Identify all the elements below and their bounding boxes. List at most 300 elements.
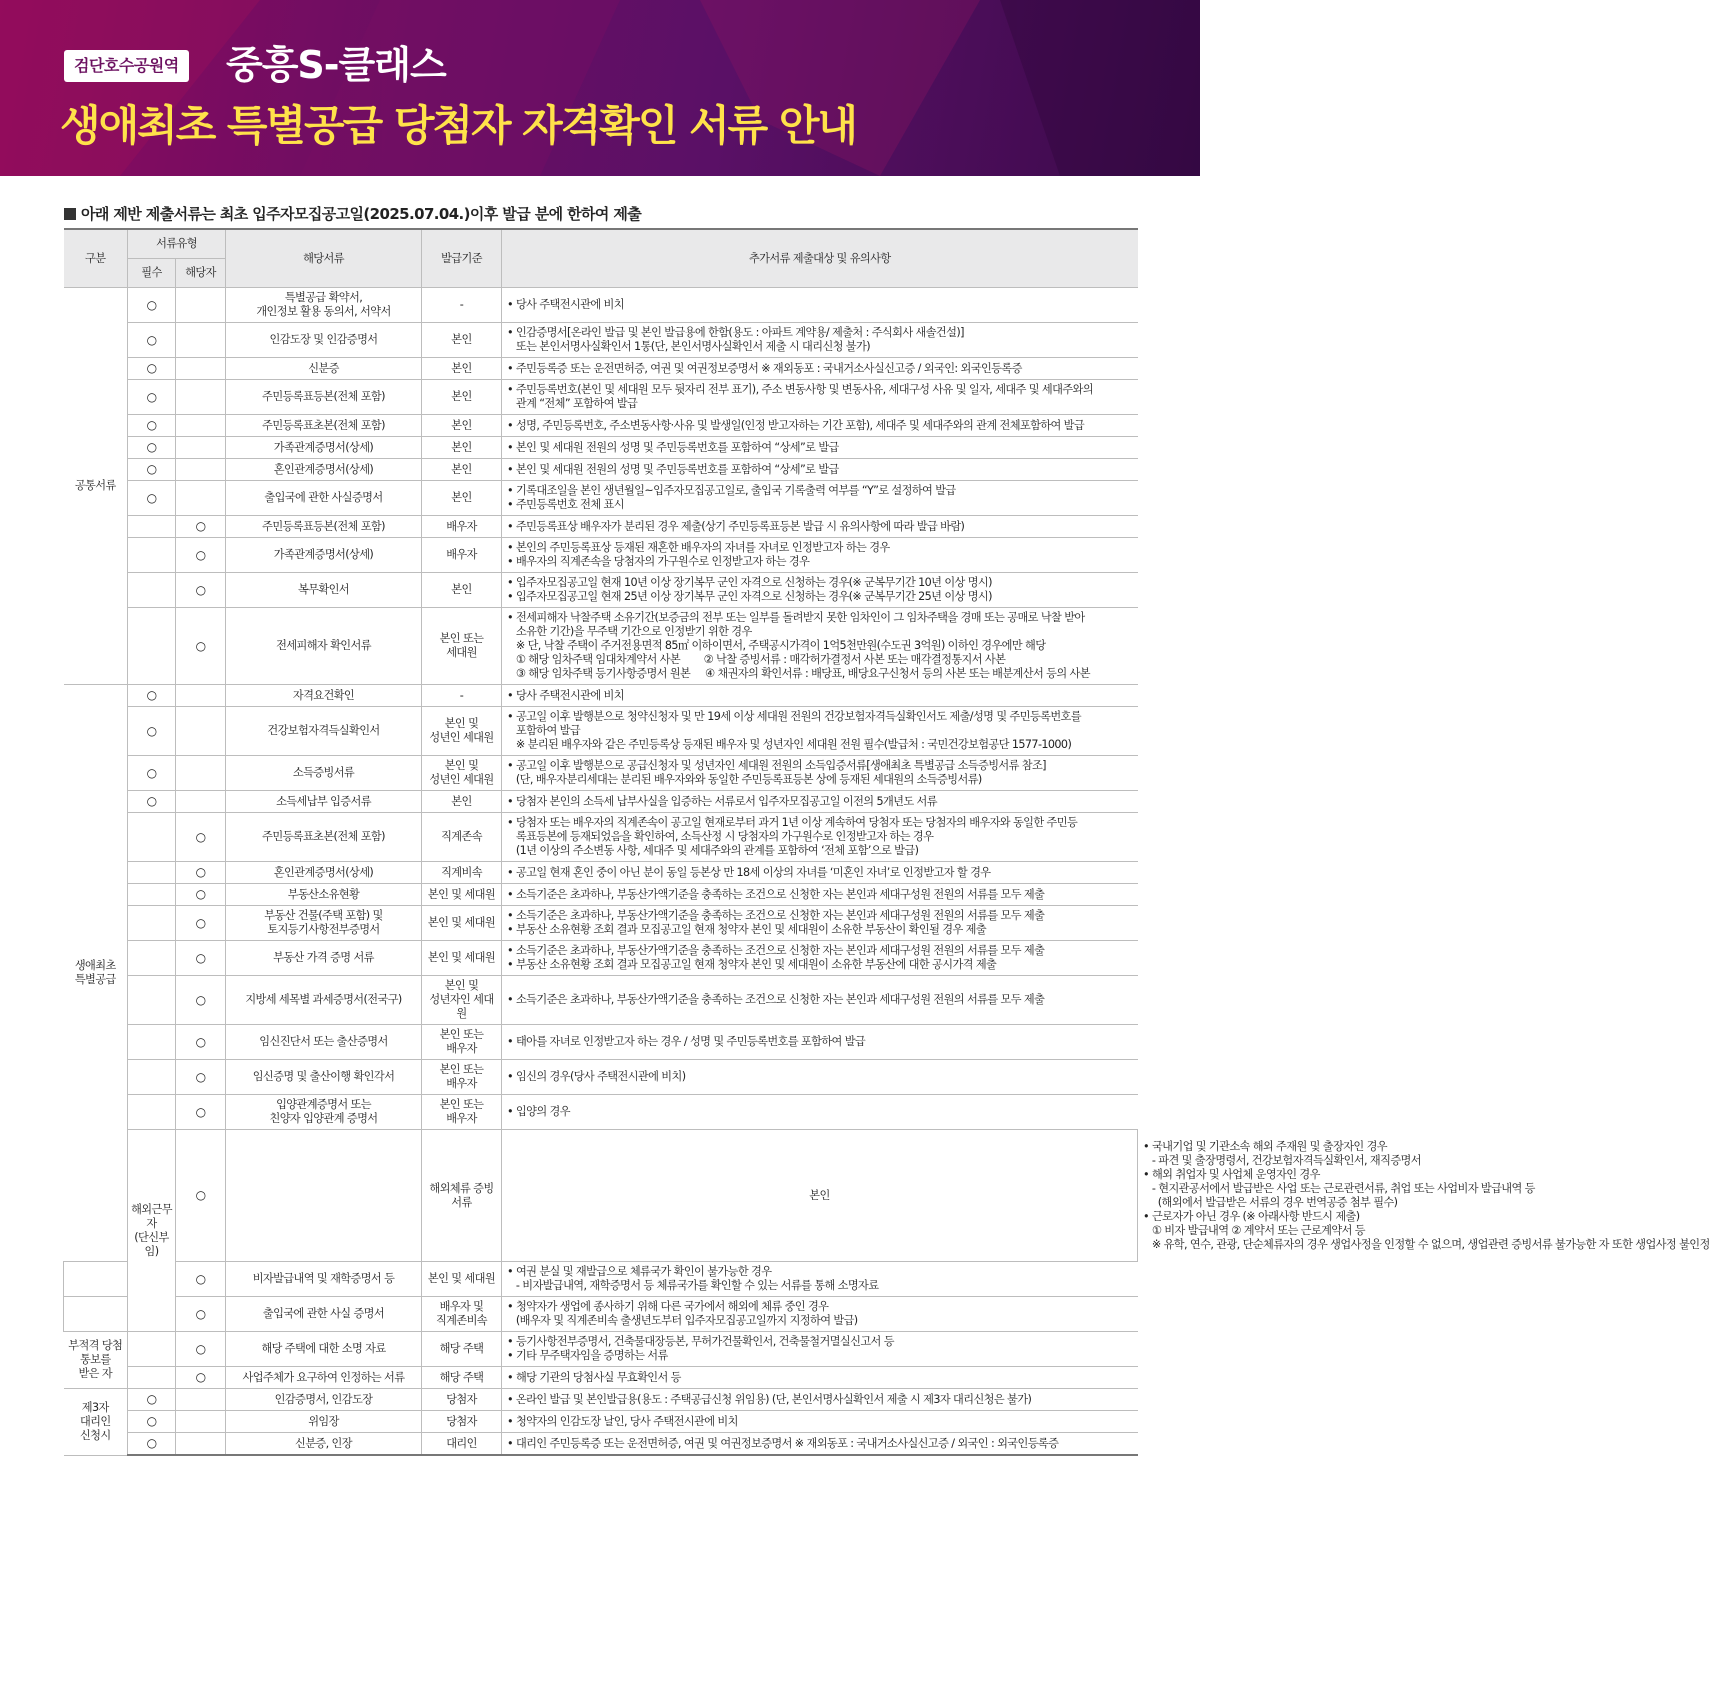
- header-doc-type: 서류유형: [128, 229, 226, 259]
- document-name: 가족관계증명서(상세): [273, 440, 374, 454]
- table-row: [64, 573, 1138, 608]
- required-cell: [128, 323, 176, 358]
- document-cell: [226, 906, 422, 941]
- applicable-cell: [176, 415, 226, 437]
- circle-mark-icon: ○: [146, 1414, 157, 1428]
- note-line: • 주민등록번호(본인 및 세대원 모두 뒷자리 전부 표기), 주소 변동사항 및 변동사유, 세대구성 사유 및 일자, 세대주 및 세대주와의: [507, 383, 1093, 396]
- circle-mark-icon: ○: [195, 519, 206, 533]
- applicable-cell: [176, 323, 226, 358]
- note-line: ※ 분리된 배우자와 같은 주민등록상 등재된 배우자 및 성년자인 세대원 전원 필수(발급처 : 국민건강보험공단 1577-1000): [507, 738, 1072, 751]
- circle-mark-icon: ○: [146, 440, 157, 454]
- issue-basis-cell: [422, 538, 502, 573]
- category-label: 생애최초: [74, 959, 116, 972]
- notes-cell: [502, 481, 1138, 516]
- issue-basis-cell: [422, 1297, 502, 1332]
- category-cell: [128, 1130, 176, 1332]
- document-cell: [226, 884, 422, 906]
- document-name: 신분증, 인장: [295, 1436, 352, 1450]
- document-name: 개인정보 활용 동의서, 서약서: [256, 305, 391, 318]
- note-line: • 청약자가 생업에 종사하기 위해 다른 국가에서 해외에 체류 중인 경우: [507, 1300, 829, 1313]
- note-line: • 임신의 경우(당사 주택전시관에 비치): [507, 1070, 686, 1083]
- category-label: 공통서류: [74, 479, 116, 492]
- header-category: 구분: [64, 229, 128, 288]
- table-row: [64, 976, 1138, 1025]
- note-line: • 등기사항전부증명서, 건축물대장등본, 무허가건물확인서, 건축물철거멸실신고서 등: [507, 1335, 894, 1348]
- circle-mark-icon: ○: [195, 865, 206, 879]
- required-cell: [128, 288, 176, 323]
- issue-basis: 본인: [451, 794, 472, 808]
- issue-basis-cell: [422, 976, 502, 1025]
- circle-mark-icon: ○: [195, 1370, 206, 1384]
- documents-table: [63, 228, 1710, 1456]
- notes-cell: [502, 941, 1138, 976]
- table-header-row: [64, 229, 1138, 259]
- issue-basis: 본인: [451, 390, 472, 403]
- document-name: 출입국에 관한 사실증명서: [264, 491, 383, 504]
- document-name: 임신증명 및 출산이행 확인각서: [252, 1070, 395, 1083]
- issue-basis-cell: [422, 791, 502, 813]
- header-notes: 추가서류 제출대상 및 유의사항: [502, 229, 1138, 288]
- applicable-cell: [176, 1332, 226, 1367]
- category-label: 해외근무자: [131, 1202, 172, 1230]
- notes-cell: [502, 288, 1138, 323]
- circle-mark-icon: ○: [146, 462, 157, 476]
- issue-basis: 당첨자: [446, 1392, 477, 1406]
- note-line: • 입주자모집공고일 현재 25년 이상 장기복무 군인 자격으로 신청하는 경우(※ 군복무기간 25년 이상 명시): [507, 590, 992, 603]
- issue-basis-cell: [422, 813, 502, 862]
- notes-cell: [502, 813, 1138, 862]
- table-row: [64, 481, 1138, 516]
- circle-mark-icon: ○: [195, 547, 206, 562]
- applicable-cell: [176, 1025, 226, 1060]
- document-name: 건강보험자격득실확인서: [267, 724, 380, 737]
- issue-basis-cell: [422, 941, 502, 976]
- document-cell: [226, 756, 422, 791]
- issue-basis: 본인: [451, 361, 472, 375]
- note-line: • 당첨자 또는 배우자의 직계존속이 공고일 현재로부터 과거 1년 이상 계속하여 당첨자 또는 당첨자의 배우자와 동일한 주민등: [507, 816, 1078, 829]
- circle-mark-icon: ○: [195, 992, 206, 1007]
- notes-cell: [502, 707, 1138, 756]
- required-cell: [128, 884, 176, 906]
- document-cell: [226, 1367, 422, 1389]
- document-name: 입양관계증명서 또는: [276, 1098, 371, 1111]
- square-bullet-icon: [64, 208, 76, 220]
- notes-cell: [502, 380, 1138, 415]
- document-cell: [226, 516, 422, 538]
- brand-name: 중흥S-클래스: [226, 43, 446, 87]
- table-row: [64, 358, 1138, 380]
- document-cell: [226, 1025, 422, 1060]
- issue-basis: 본인 및 세대원: [427, 916, 496, 929]
- circle-mark-icon: ○: [195, 887, 206, 901]
- table-row: [64, 1025, 1138, 1060]
- document-cell: [226, 1389, 422, 1411]
- notes-cell: [502, 437, 1138, 459]
- note-line: • 전세피해자 낙찰주택 소유기간(보증금의 전부 또는 일부를 돌려받지 못한 임차인이 그 임차주택을 경매 또는 공매로 낙찰 받아: [507, 611, 1085, 624]
- notes-cell: [502, 608, 1138, 685]
- notes-cell: [502, 1433, 1138, 1456]
- note-line: • 성명, 주민등록번호, 주소변동사항·사유 및 발생일(인정 받고자하는 기간 포함), 세대주 및 세대주와의 관계 전체포함하여 발급: [507, 418, 1085, 432]
- required-cell: [128, 1332, 176, 1367]
- document-cell: [226, 1095, 422, 1130]
- applicable-cell: [176, 1060, 226, 1095]
- document-cell: [226, 288, 422, 323]
- notes-cell: [502, 323, 1138, 358]
- issue-basis: 본인: [451, 491, 472, 504]
- circle-mark-icon: ○: [195, 829, 206, 844]
- applicable-cell: [176, 437, 226, 459]
- required-cell: [128, 906, 176, 941]
- document-cell: [226, 813, 422, 862]
- applicable-cell: [176, 1389, 226, 1411]
- required-cell: [128, 862, 176, 884]
- document-cell: [226, 685, 422, 707]
- notes-cell: [502, 791, 1138, 813]
- notes-cell: [502, 1411, 1138, 1433]
- header-document: 해당서류: [226, 229, 422, 288]
- header-issue-basis: 발급기준: [422, 229, 502, 288]
- circle-mark-icon: ○: [195, 1034, 206, 1049]
- location-badge: 검단호수공원역: [64, 50, 189, 82]
- notes-cell: [502, 415, 1138, 437]
- applicable-cell: [176, 516, 226, 538]
- issue-basis: 본인: [451, 418, 472, 432]
- table-row: [64, 862, 1138, 884]
- table-row: [64, 813, 1138, 862]
- notes-cell: [502, 358, 1138, 380]
- circle-mark-icon: ○: [146, 688, 157, 702]
- note-line: • 대리인 주민등록증 또는 운전면허증, 여권 및 여권정보증명서 ※ 재외동포 : 국내거소사실신고증 / 외국인 : 외국인등록증: [507, 1436, 1059, 1450]
- issue-basis-cell: [422, 906, 502, 941]
- notes-cell: [502, 516, 1138, 538]
- document-name: 가족관계증명서(상세): [273, 548, 374, 561]
- notes-cell: [502, 1297, 1138, 1332]
- document-name: 복무확인서: [297, 583, 350, 596]
- table-row: [64, 756, 1138, 791]
- notes-cell: [502, 756, 1138, 791]
- circle-mark-icon: ○: [146, 1436, 157, 1450]
- document-cell: [226, 862, 422, 884]
- issue-basis-cell: [502, 1130, 1138, 1262]
- notes-cell: [502, 976, 1138, 1025]
- document-cell: [226, 358, 422, 380]
- note-line: 록표등본에 등재되었음을 확인하여, 소득산정 시 당첨자의 가구원수로 인정받고자 하는 경우: [507, 830, 934, 843]
- applicable-cell: [176, 707, 226, 756]
- required-cell: [128, 685, 176, 707]
- document-cell: [226, 1262, 422, 1297]
- issue-basis: 배우자: [446, 519, 477, 533]
- category-cell: [64, 1332, 128, 1389]
- document-cell: [422, 1130, 502, 1262]
- note-line: • 여권 분실 및 재발급으로 체류국가 확인이 불가능한 경우: [507, 1265, 772, 1278]
- issue-basis: 본인: [451, 440, 472, 454]
- issue-basis: 본인: [451, 462, 472, 476]
- category-label: 특별공급: [74, 973, 116, 986]
- applicable-cell: [176, 481, 226, 516]
- circle-mark-icon: ○: [195, 1341, 206, 1356]
- applicable-cell: [176, 685, 226, 707]
- issue-basis-cell: [422, 1389, 502, 1411]
- applicable-cell: [176, 380, 226, 415]
- category-cell: [64, 288, 128, 685]
- note-line: 관계 “전체” 포함하여 발급: [507, 397, 638, 410]
- circle-mark-icon: ○: [195, 582, 206, 597]
- document-name: 비자발급내역 및 재학증명서 등: [252, 1272, 395, 1285]
- required-cell: [128, 976, 176, 1025]
- issue-basis: 본인 또는: [439, 1098, 484, 1111]
- required-cell: [128, 791, 176, 813]
- required-cell: [128, 1367, 176, 1389]
- circle-mark-icon: ○: [195, 1271, 206, 1286]
- issue-basis: 배우자 및: [439, 1300, 484, 1313]
- issue-basis: -: [459, 298, 464, 311]
- notes-cell: [502, 1389, 1138, 1411]
- circle-mark-icon: ○: [146, 361, 157, 375]
- required-cell: [128, 608, 176, 685]
- document-cell: [226, 976, 422, 1025]
- issue-basis-cell: [422, 437, 502, 459]
- required-cell: [128, 358, 176, 380]
- document-name: 위임장: [308, 1414, 339, 1428]
- circle-mark-icon: ○: [146, 765, 157, 780]
- category-label: 대리인: [79, 1414, 111, 1428]
- note-line: • 해당 기관의 당첨사실 무효확인서 등: [507, 1370, 681, 1384]
- note-line: - 비자발급내역, 재학증명서 등 체류국가를 확인할 수 있는 서류를 통해 소명자료: [507, 1279, 879, 1292]
- required-cell: [128, 1025, 176, 1060]
- applicable-cell: [176, 573, 226, 608]
- document-cell: [226, 415, 422, 437]
- notes-cell: [502, 884, 1138, 906]
- note-line: ③ 해당 임차주택 등기사항증명서 원본 ④ 채권자의 확인서류 : 배당표, 배당요구신청서 등의 사본 또는 배분계산서 등의 사본: [507, 667, 1090, 680]
- issue-basis: 본인 및 세대원: [427, 1272, 496, 1285]
- table-row: [64, 538, 1138, 573]
- applicable-cell: [176, 288, 226, 323]
- document-cell: [226, 1060, 422, 1095]
- note-line: • 주민등록번호 전체 표시: [507, 498, 624, 511]
- circle-mark-icon: ○: [146, 297, 157, 312]
- note-line: • 태아를 자녀로 인정받고자 하는 경우 / 성명 및 주민등록번호를 포함하여 발급: [507, 1035, 866, 1048]
- document-name: 주민등록표등본(전체 포함): [262, 390, 385, 403]
- required-cell: [128, 1433, 176, 1456]
- applicable-cell: [176, 538, 226, 573]
- table-row: [64, 1433, 1138, 1456]
- issue-basis-cell: [422, 288, 502, 323]
- issue-basis-cell: [422, 481, 502, 516]
- issue-basis-cell: [422, 756, 502, 791]
- applicable-cell: [176, 791, 226, 813]
- document-name: 신분증: [308, 361, 339, 375]
- notes-cell: [502, 1332, 1138, 1367]
- table-row: [64, 459, 1138, 481]
- issue-basis: 배우자: [446, 1077, 477, 1090]
- issue-basis: 해당 주택: [439, 1342, 484, 1355]
- table-row: [64, 1332, 1138, 1367]
- note-line: 포함하여 발급: [507, 724, 581, 737]
- issue-basis: 본인 및: [444, 717, 479, 730]
- document-cell: [226, 1332, 422, 1367]
- issue-basis-cell: [422, 1095, 502, 1130]
- required-cell: [64, 1262, 128, 1297]
- document-cell: [226, 481, 422, 516]
- document-name: 지방세 세목별 과세증명서(전국구): [245, 993, 402, 1006]
- issue-basis-cell: [422, 862, 502, 884]
- document-cell: [226, 707, 422, 756]
- note-line: • 부동산 소유현황 조회 결과 모집공고일 현재 청약자 본인 및 세대원이 소유한 부동산이 확인될 경우 제출: [507, 923, 987, 936]
- note-line: (배우자 및 직계존비속 출생년도부터 입주자모집공고일까지 지정하여 발급): [507, 1314, 858, 1327]
- issue-basis: 본인 및: [444, 759, 479, 772]
- note-line: • 부동산 소유현황 조회 결과 모집공고일 현재 청약자 본인 및 세대원이 소유한 부동산에 대한 공시가격 제출: [507, 958, 997, 971]
- notes-cell: [502, 538, 1138, 573]
- issue-basis: 직계비속: [441, 865, 482, 879]
- applicable-cell: [176, 358, 226, 380]
- table-row: [64, 323, 1138, 358]
- notes-cell: [502, 685, 1138, 707]
- document-name: 부동산소유현황: [287, 887, 360, 901]
- document-name: 해외체류 증빙서류: [429, 1181, 494, 1209]
- note-line: 또는 본인서명사실확인서 1통(단, 본인서명사실확인서 제출 시 대리신청 불가): [507, 340, 870, 353]
- note-line: • 소득기준은 초과하나, 부동산가액기준을 충족하는 조건으로 신청한 자는 본인과 세대구성원 전원의 서류를 모두 제출: [507, 909, 1045, 922]
- notes-cell: [502, 573, 1138, 608]
- document-name: 특별공급 확약서,: [284, 291, 363, 304]
- document-cell: [226, 1433, 422, 1456]
- document-name: 사업주체가 요구하여 인정하는 서류: [242, 1370, 405, 1384]
- applicable-cell: [176, 884, 226, 906]
- required-cell: [128, 707, 176, 756]
- issue-basis-cell: [422, 323, 502, 358]
- notes-cell: [502, 1060, 1138, 1095]
- document-cell: [226, 791, 422, 813]
- note-line: • 공고일 이후 발행분으로 공급신청자 및 성년자인 세대원 전원의 소득입증서류[생애최초 특별공급 소득증빙서류 참조]: [507, 759, 1046, 772]
- applicable-cell: [176, 976, 226, 1025]
- table-row: [64, 608, 1138, 685]
- note-line: • 배우자의 직계존속을 당첨자의 가구원수로 인정받고자 하는 경우: [507, 555, 810, 568]
- required-cell: [128, 459, 176, 481]
- note-line: (단, 배우자분리세대는 분리된 배우자와와 동일한 주민등록표등본 상에 등재된 세대원의 소득증빙서류): [507, 773, 982, 786]
- required-cell: [128, 538, 176, 573]
- applicable-cell: [226, 1130, 422, 1262]
- issue-basis: 배우자: [446, 1112, 477, 1125]
- issue-basis-cell: [422, 358, 502, 380]
- issue-basis: 배우자: [446, 1042, 477, 1055]
- note-line: 소유한 기간)을 무주택 기간으로 인정받기 위한 경우: [507, 625, 752, 638]
- document-name: 출입국에 관한 사실 증명서: [262, 1307, 385, 1320]
- table-row: [64, 516, 1138, 538]
- table-row: [64, 415, 1138, 437]
- document-name: 인감도장 및 인감증명서: [269, 333, 378, 346]
- note-line: • 주민등록증 또는 운전면허증, 여권 및 여권정보증명서 ※ 재외동포 : 국내거소사실신고증 / 외국인: 외국인등록증: [507, 361, 1022, 375]
- note-line: • 공고일 현재 혼인 중이 아닌 분이 동일 등본상 만 18세 이상의 자녀를 ‘미혼인 자녀’로 인정받고자 할 경우: [507, 865, 991, 879]
- applicable-cell: [176, 1095, 226, 1130]
- applicable-cell: [176, 1297, 226, 1332]
- issue-basis: 세대원: [446, 646, 477, 659]
- issue-basis: 성년인 세대원: [429, 731, 494, 744]
- issue-basis-cell: [422, 1367, 502, 1389]
- circle-mark-icon: ○: [146, 794, 157, 808]
- note-line: • 당첨자 본인의 소득세 납부사실을 입증하는 서류로서 입주자모집공고일 이전의 5개년도 서류: [507, 794, 937, 808]
- issue-basis-cell: [422, 884, 502, 906]
- issue-basis-cell: [422, 573, 502, 608]
- issue-basis: 직계존속: [441, 830, 482, 843]
- applicable-cell: [176, 862, 226, 884]
- issue-basis-cell: [422, 608, 502, 685]
- issue-basis: 본인 및 세대원: [427, 951, 496, 964]
- required-cell: [128, 1060, 176, 1095]
- document-cell: [226, 608, 422, 685]
- circle-mark-icon: ○: [195, 1306, 206, 1321]
- note-line: ① 해당 임차주택 임대차계약서 사본 ② 낙찰 증빙서류 : 매각허가결정서 사본 또는 매각결정통지서 사본: [507, 653, 1006, 666]
- table-row: [64, 1297, 1138, 1332]
- table-row: [64, 685, 1138, 707]
- issue-basis-cell: [422, 516, 502, 538]
- issue-basis-cell: [422, 707, 502, 756]
- document-cell: [226, 459, 422, 481]
- table-row: [64, 941, 1138, 976]
- document-name: 전세피해자 확인서류: [276, 639, 371, 652]
- issue-basis: 본인 또는: [439, 1028, 484, 1041]
- circle-mark-icon: ○: [195, 950, 206, 965]
- issue-basis: 성년인 세대원: [429, 773, 494, 786]
- note-line: • 기록대조일을 본인 생년월일~입주자모집공고일로, 출입국 기록출력 여부를 “Y”로 설정하여 발급: [507, 484, 956, 497]
- table-row: [64, 288, 1138, 323]
- table-row: [64, 1060, 1138, 1095]
- note-line: • 소득기준은 초과하나, 부동산가액기준을 충족하는 조건으로 신청한 자는 본인과 세대구성원 전원의 서류를 모두 제출: [507, 944, 1045, 957]
- note-line: • 당사 주택전시관에 비치: [507, 688, 624, 702]
- note-line: • 본인 및 세대원 전원의 성명 및 주민등록번호를 포함하여 “상세”로 발급: [507, 462, 839, 476]
- note-line: • 당사 주택전시관에 비치: [507, 298, 624, 311]
- note-line: • 인감증명서[온라인 발급 및 본인 발급용에 한함(용도 : 아파트 계약용/ 제출처 : 주식회사 새솔건설)]: [507, 326, 964, 339]
- note-line: • 온라인 발급 및 본인발급용(용도 : 주택공급신청 위임용) (단, 본인서명사실확인서 제출 시 제3자 대리신청은 불가): [507, 1392, 1032, 1406]
- document-name: 부동산 가격 증명 서류: [273, 951, 374, 964]
- applicable-cell: [176, 756, 226, 791]
- note-line: • 본인 및 세대원 전원의 성명 및 주민등록번호를 포함하여 “상세”로 발급: [507, 440, 839, 454]
- circle-mark-icon: ○: [195, 638, 206, 653]
- required-cell: [128, 516, 176, 538]
- table-row: [64, 906, 1138, 941]
- required-cell: [128, 1411, 176, 1433]
- category-label: 제3자: [81, 1400, 109, 1414]
- header-required: 필수: [128, 259, 176, 288]
- notes-cell: [502, 862, 1138, 884]
- document-cell: [226, 538, 422, 573]
- table-row: [64, 884, 1138, 906]
- required-cell: [128, 437, 176, 459]
- document-name: 혼인관계증명서(상세): [273, 462, 374, 476]
- applicable-cell: [176, 1433, 226, 1456]
- note-line: • 입주자모집공고일 현재 10년 이상 장기복무 군인 자격으로 신청하는 경우(※ 군복무기간 10년 이상 명시): [507, 576, 992, 589]
- note-line: (1년 이상의 주소변동 사항, 세대주 및 세대주와의 관계를 포함하여 ‘전체 포함’으로 발급): [507, 844, 919, 857]
- applicable-cell: [176, 906, 226, 941]
- table-row: [64, 1367, 1138, 1389]
- document-name: 토지등기사항전부증명서: [267, 923, 380, 936]
- note-line: • 주민등록표상 배우자가 분리된 경우 제출(상기 주민등록표등본 발급 시 유의사항에 따라 발급 바람): [507, 519, 965, 533]
- category-label: 받은 자: [78, 1367, 113, 1380]
- note-line: • 본인의 주민등록표상 등재된 재혼한 배우자의 자녀를 자녀로 인정받고자 하는 경우: [507, 541, 890, 554]
- issue-basis: 본인 및: [444, 979, 479, 992]
- document-cell: [226, 1411, 422, 1433]
- table-row: [64, 1411, 1138, 1433]
- circle-mark-icon: ○: [146, 332, 157, 347]
- issue-basis: 당첨자: [446, 1414, 477, 1428]
- issue-basis: 본인 및 세대원: [427, 887, 496, 901]
- required-cell: [128, 415, 176, 437]
- issue-basis-cell: [422, 1262, 502, 1297]
- note-line: • 소득기준은 초과하나, 부동산가액기준을 충족하는 조건으로 신청한 자는 본인과 세대구성원 전원의 서류를 모두 제출: [507, 993, 1045, 1006]
- required-cell: [176, 1130, 226, 1262]
- category-label: 통보를: [79, 1353, 111, 1366]
- notes-cell: [502, 1095, 1138, 1130]
- issue-basis: 본인 또는: [439, 1063, 484, 1076]
- table-row: [64, 1262, 1138, 1297]
